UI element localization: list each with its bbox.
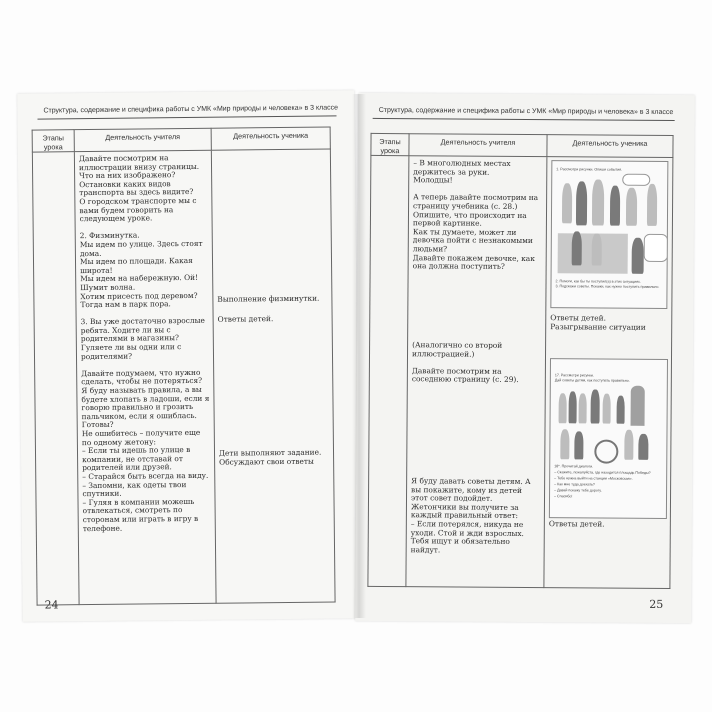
textbook-illustration-2 <box>549 358 668 519</box>
lesson-table <box>32 126 336 605</box>
stage-cell <box>368 155 409 586</box>
student-answers-2: Ответы детей. <box>548 519 605 529</box>
col-header-student: Деятельность ученика <box>211 127 330 150</box>
right-page <box>355 93 695 623</box>
student-cell <box>211 149 335 603</box>
student-answers: Ответы детей. <box>217 314 274 324</box>
left-page <box>17 90 360 622</box>
teacher-activity-text-3: Я буду давать советы детям. А вы покажите, кому из детей этот совет подойдет. Жетончики вы получите за каждый правильный ответ: – Если потерялся, никуда не уходи. Стой и жди взрослых. Тебя ищут и обязательно найдут. <box>410 476 531 555</box>
teacher-activity-text-1: – В многолюдных местах держитесь за руки. Молодцы! А теперь давайте посмотрим на страницу учебника (с. 28.) Опишите, что происходит на первой картинке. Как ты думаете, может ли девочка пойти с незнакомыми людьми? Давайте покажем девочке, как она должна поступить? <box>412 158 539 271</box>
student-fizminutka: Выполнение физминутки. <box>217 293 320 304</box>
col-header-teacher: Деятельность учителя <box>74 128 211 151</box>
book-gutter <box>352 94 366 618</box>
illustration-questions: 2. Помоги, как бы ты поступил(а) в этих ситуациях. 3. Подскажи советы. Покажи, как нужно поступить правильно. <box>555 279 660 289</box>
teacher-cell <box>74 150 216 604</box>
teacher-activity-text-2: (Аналогично со второй иллюстрацией.) Давайте посмотрим на соседнюю страницу (с. 29). <box>411 340 519 385</box>
lesson-table <box>367 133 673 589</box>
student-cell <box>544 157 673 589</box>
header-rule <box>373 118 675 121</box>
stage-cell <box>32 152 79 605</box>
teacher-cell <box>406 156 547 588</box>
col-header-teacher: Деятельность учителя <box>409 134 547 157</box>
textbook-illustration-1 <box>550 160 668 309</box>
student-answers-1: Ответы детей. Разыгрывание ситуации <box>550 313 646 332</box>
page-number: 24 <box>44 598 59 612</box>
col-header-student: Деятельность ученика <box>547 135 673 158</box>
col-header-stages: Этапы урока <box>371 133 409 155</box>
col-header-stages: Этапы урока <box>32 130 74 152</box>
running-header: Структура, содержание и специфика работы с УМК «Мир природы и человека» в 3 классе <box>43 104 339 115</box>
header-rule <box>38 115 337 119</box>
page-number: 25 <box>649 597 664 611</box>
teacher-activity-text: Давайте посмотрим на иллюстрации внизу страницы. Что на них изображено? Остановки каких видов транспорта вы здесь видите? О городском транспорте мы с вами будем говорить на следующем уроке. 2. Физминутка. Мы идем по улице. Здесь стоят дома. Мы идем по площади. Какая широта! Мы идем на набережную. Ой! Шумит волна. Хотим присесть под деревом? Тогда нам в парк пора. 3. Вы уже достаточно взрослые ребята. Ходите ли вы с родителями в магазины? Гуляете ли вы одни или с родителями? Давайте подумаем, что нужно сделать, чтобы не потеряться? Я буду называть правила, а вы будете хлопать в ладоши, если я говорю правильно и грозить пальчиком, если я ошиблась. Готовы? Не ошибитесь – получите еще по одному жетону: – Если ты идешь по улице в компании, не отставай от родителей или друзей. – Старайся быть всегда на виду. – Запомни, как одеты твои спутники. – Гуляя в компании можешь отвлекаться, смотреть по сторонам или играть в игру в телефоне. <box>78 153 210 533</box>
running-header: Структура, содержание и специфика работы с УМК «Мир природы и человека» в 3 классе <box>378 106 674 117</box>
illustration-dialogue: 18*. Прочитай диалоги. – Скажите, пожалуйста, где находится площадь Победы? – Тебе нужна выйти на станции «Московская». – Как мне туда доехать? – Давай покажу тебе дорогу. – Спасибо! <box>554 464 651 499</box>
student-task: Дети выполняют задание. Обсуждают свои ответы <box>218 447 322 467</box>
illustration-caption: 1. Рассмотри рисунки. Опиши события. <box>556 167 623 172</box>
illustration-task: 17. Рассмотри рисунки. Дай советы детям, как поступать правильно. <box>554 373 630 383</box>
